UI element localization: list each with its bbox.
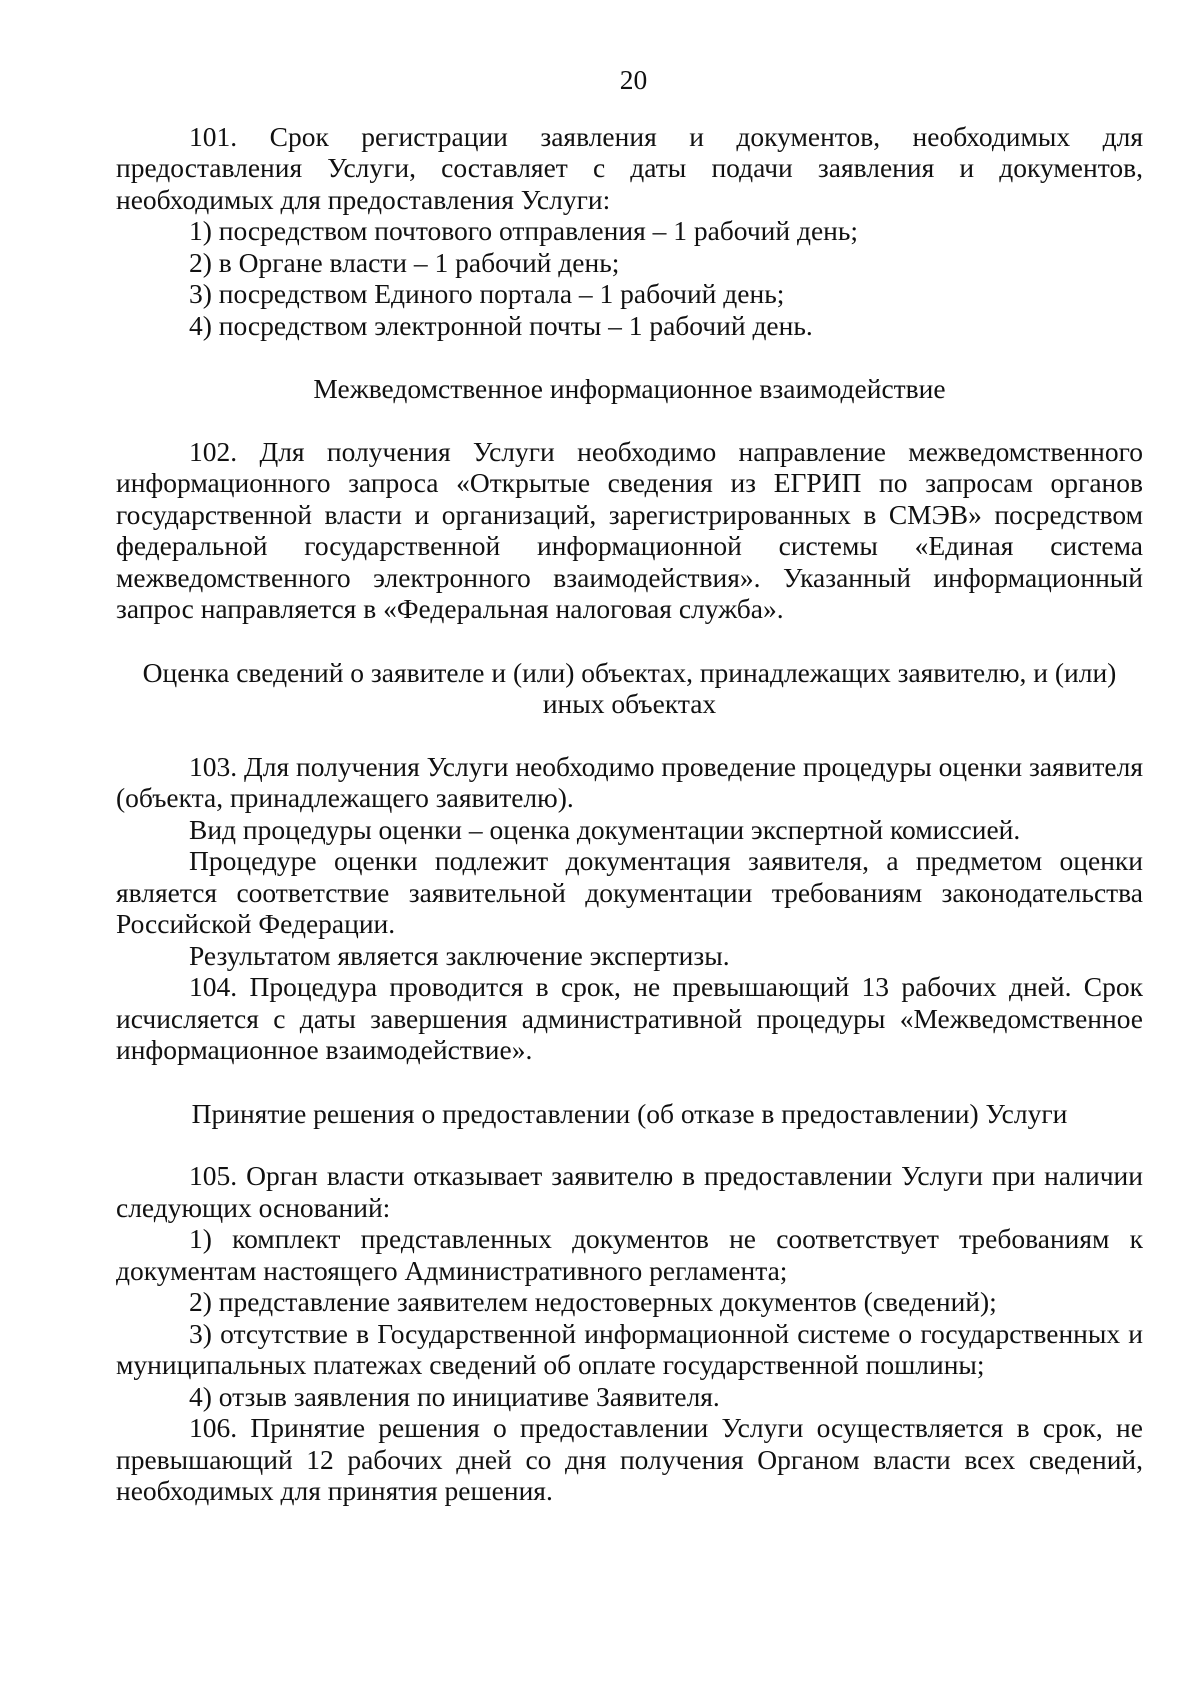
list-item-authority: 2) в Органе власти – 1 рабочий день; [189,246,620,278]
list-item-false-documents: 2) представление заявителем недостоверных документов (сведений); [189,1286,997,1317]
list-item-withdrawal: 4) отзыв заявления по инициативе Заявителя. [189,1380,720,1412]
section-heading-assessment-line-2: иных объектах [542,688,717,719]
paragraph-104: 104. Процедура проводится в срок, не превышающий 13 рабочих дней. Срок исчисляется с даты завершения административной процедуры «Межведомственное информационное взаимодействие». [116,971,1143,1065]
paragraph-assessment-result: Результатом является заключение экспертизы. [189,939,730,971]
section-heading-assessment [116,657,1143,720]
section-registration-terms [116,121,1143,342]
list-item-incomplete-documents: 1) комплект представленных документов не соответствует требованиям к документам настоящего Административного регламента; [116,1223,1143,1286]
list-item-postal: 1) посредством почтового отправления – 1 рабочий день; [189,215,859,246]
list-item-portal: 3) посредством Единого портала – 1 рабочий день; [189,278,785,309]
paragraph-102: 102. Для получения Услуги необходимо направление межведомственного информационного запроса «Открытые сведения из ЕГРИП по запросам органов государственной власти и организаций, зарегистрированных в СМЭВ» посредством федеральной государственной информационной системы «Единая система межведомственного электронного взаимодействия». Указанный информационный запрос направляется в «Федеральная налоговая служба». [116,435,1143,624]
section-decision [116,1098,1143,1507]
list-item-email: 4) посредством электронной почты – 1 рабочий день. [189,309,813,341]
paragraph-assessment-subject: Процедуре оценки подлежит документация заявителя, а предметом оценки является соответствие заявительной документации требованиям законодательства Российской Федерации. [116,845,1143,939]
document-page [116,64,1143,1507]
section-heading-interagency: Межведомственное информационное взаимодействие [313,373,946,404]
section-heading-assessment-line-1: Оценка сведений о заявителе и (или) объектах, принадлежащих заявителю, и (или) [142,656,1117,688]
paragraph-101: 101. Срок регистрации заявления и документов, необходимых для предоставления Услуги, составляет с даты подачи заявления и документов, необходимых для предоставления Услуги: [116,120,1143,215]
paragraph-106: 106. Принятие решения о предоставлении Услуги осуществляется в срок, не превышающий 12 рабочих дней со дня получения Органом власти всех сведений, необходимых для принятия решения. [116,1412,1143,1506]
page-number: 20 [619,64,648,95]
section-heading-decision: Принятие решения о предоставлении (об отказе в предоставлении) Услуги [191,1097,1068,1129]
list-item-no-payment: 3) отсутствие в Государственной информационной системе о государственных и муниципальных платежах сведений об оплате государственной пошлины; [116,1317,1143,1380]
paragraph-assessment-type: Вид процедуры оценки – оценка документации экспертной комиссией. [189,813,1021,845]
paragraph-103: 103. Для получения Услуги необходимо проведение процедуры оценки заявителя (объекта, принадлежащего заявителю). [116,750,1143,813]
paragraph-105: 105. Орган власти отказывает заявителю в предоставлении Услуги при наличии следующих оснований: [116,1160,1143,1223]
section-applicant-assessment [116,657,1143,1066]
section-interagency [116,373,1143,625]
